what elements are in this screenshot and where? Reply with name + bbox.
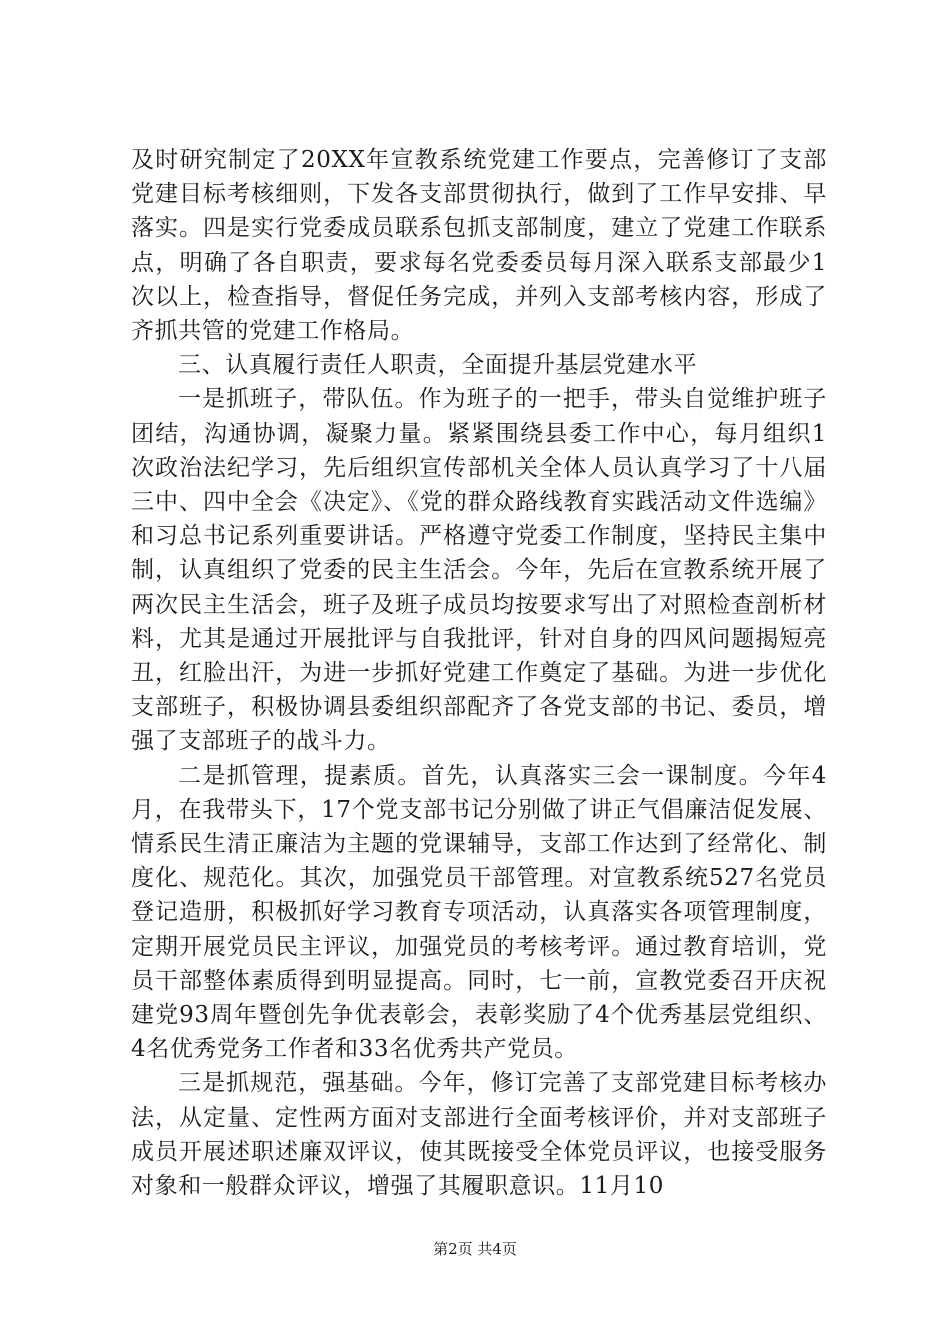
page-number: 第2页 共4页 [433, 1240, 517, 1258]
page-footer [0, 1239, 950, 1259]
paragraph-standardization: 三是抓规范，强基础。今年，修订完善了支部党建目标考核办法，从定量、定性两方面对支部进行全面考核评价，并对支部班子成员开展述职述廉双评议，使其既接受全体党员评议，也接受服务对象和一般群众评议，增强了其履职意识。11月10 [131, 1070, 827, 1200]
paragraph-continuation: 及时研究制定了20XX年宣教系统党建工作要点，完善修订了支部党建目标考核细则，下发各支部贯彻执行，做到了工作早安排、早落实。四是实行党委成员联系包抓支部制度，建立了党建工作联系点，明确了各自职责，要求每名党委委员每月深入联系支部最少1次以上，检查指导，督促任务完成，并列入支部考核内容，形成了齐抓共管的党建工作格局。 [131, 147, 827, 345]
document-body [131, 143, 827, 1203]
paragraph-management: 二是抓管理，提素质。首先，认真落实三会一课制度。今年4月，在我带头下，17个党支部书记分别做了讲正气倡廉洁促发展、情系民生清正廉洁为主题的党课辅导，支部工作达到了经常化、制度化、规范化。其次，加强党员干部管理。对宣教系统527名党员登记造册，积极抓好学习教育专项活动，认真落实各项管理制度，定期开展党员民主评议，加强党员的考核考评。通过教育培训，党员干部整体素质得到明显提高。同时，七一前，宣教党委召开庆祝建党93周年暨创先争优表彰会，表彰奖励了4个优秀基层党组织、4名优秀党务工作者和33名优秀共产党员。 [131, 762, 827, 1063]
paragraph-team-building: 一是抓班子，带队伍。作为班子的一把手，带头自觉维护班子团结，沟通协调，凝聚力量。紧紧围绕县委工作中心，每月组织1次政治法纪学习，先后组织宣传部机关全体人员认真学习了十八届三中、四中全会《决定》、《党的群众路线教育实践活动文件选编》和习总书记系列重要讲话。严格遵守党委工作制度，坚持民主集中制，认真组织了党委的民主生活会。今年，先后在宣教系统开展了两次民主生活会，班子及班子成员均按要求写出了对照检查剖析材料，尤其是通过开展批评与自我批评，针对自身的四风问题揭短亮丑，红脸出汗，为进一步抓好党建工作奠定了基础。为进一步优化支部班子，积极协调县委组织部配齐了各党支部的书记、委员，增强了支部班子的战斗力。 [131, 386, 827, 755]
section-heading: 三、认真履行责任人职责，全面提升基层党建水平 [178, 352, 698, 379]
